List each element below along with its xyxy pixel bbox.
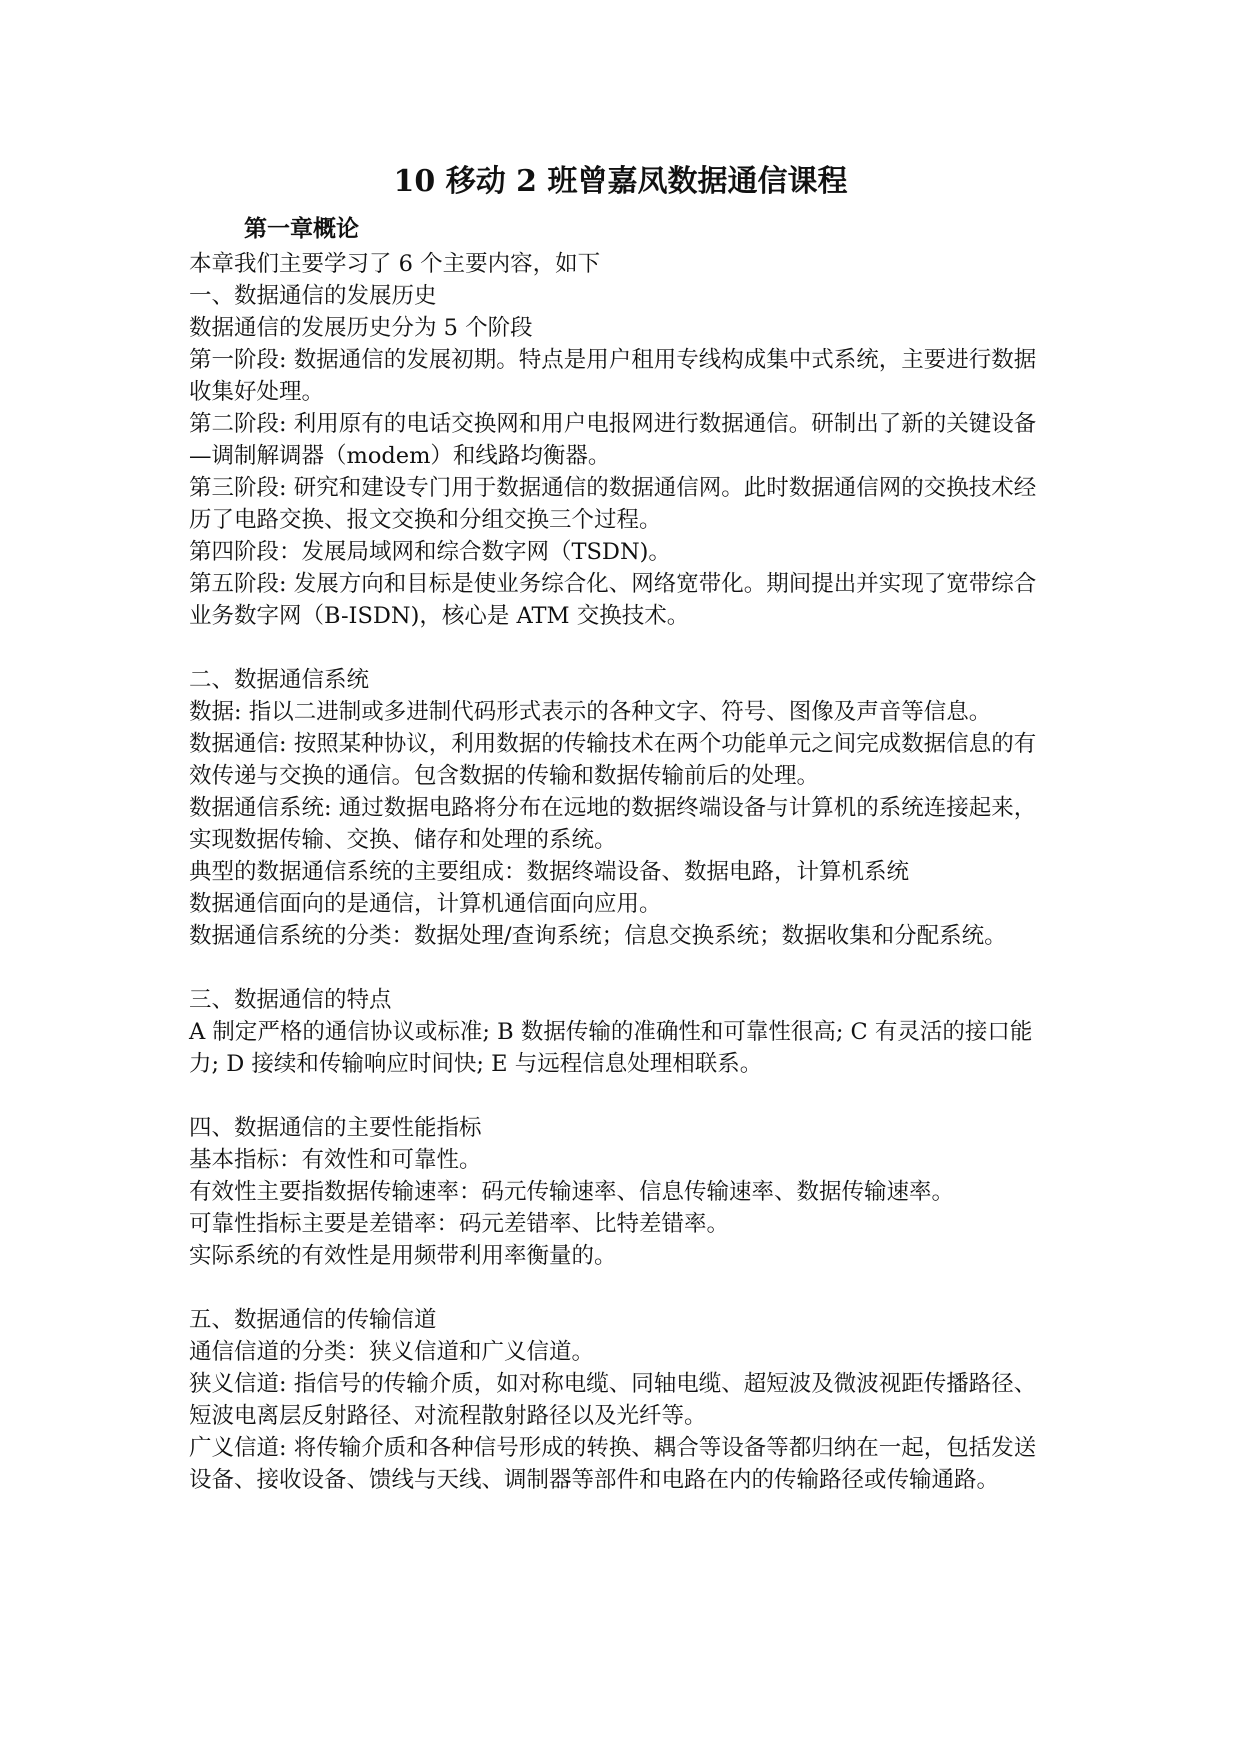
- blank-line: [189, 1080, 1051, 1112]
- paragraph: 数据通信系统的分类：数据处理/查询系统；信息交换系统；数据收集和分配系统。: [189, 923, 1007, 949]
- paragraph: 可靠性指标主要是差错率：码元差错率、比特差错率。: [189, 1211, 730, 1237]
- blank-line: [189, 632, 1051, 664]
- paragraph: 数据通信: 按照某种协议，利用数据的传输技术在两个功能单元之间完成数据信息的有效传递与交换的通信。包含数据的传输和数据传输前后的处理。: [189, 731, 1037, 789]
- paragraph: 典型的数据通信系统的主要组成：数据终端设备、数据电路，计算机系统: [189, 859, 910, 885]
- paragraph: 二、数据通信系统: [189, 667, 370, 693]
- paragraph: 第一阶段: 数据通信的发展初期。特点是用户租用专线构成集中式系统，主要进行数据收集好处理。: [189, 347, 1037, 405]
- paragraph: 数据: 指以二进制或多进制代码形式表示的各种文字、符号、图像及声音等信息。: [189, 699, 992, 725]
- paragraph: 本章我们主要学习了 6 个主要内容，如下: [189, 251, 601, 277]
- blank-line: [189, 952, 1051, 984]
- paragraph: 第二阶段: 利用原有的电话交换网和用户电报网进行数据通信。研制出了新的关键设备—调制解调器（modem）和线路均衡器。: [189, 411, 1037, 469]
- paragraph: 基本指标：有效性和可靠性。: [189, 1147, 482, 1173]
- paragraph: 狭义信道: 指信号的传输介质，如对称电缆、同轴电缆、超短波及微波视距传播路径、短波电离层反射路径、对流程散射路径以及光纤等。: [189, 1371, 1037, 1429]
- document-body: [189, 248, 1051, 1496]
- paragraph: A 制定严格的通信协议或标准; B 数据传输的准确性和可靠性很高; C 有灵活的接口能力; D 接续和传输响应时间快; E 与远程信息处理相联系。: [189, 1019, 1033, 1077]
- blank-line: [189, 1272, 1051, 1304]
- paragraph: 五、数据通信的传输信道: [189, 1307, 437, 1333]
- paragraph: 一、数据通信的发展历史: [189, 283, 437, 309]
- paragraph: 三、数据通信的特点: [189, 987, 392, 1013]
- paragraph: 四、数据通信的主要性能指标: [189, 1115, 482, 1141]
- paragraph: 第五阶段: 发展方向和目标是使业务综合化、网络宽带化。期间提出并实现了宽带综合业务数字网（B-ISDN)，核心是 ATM 交换技术。: [189, 571, 1037, 629]
- paragraph: 通信信道的分类：狭义信道和广义信道。: [189, 1339, 595, 1365]
- paragraph: 广义信道: 将传输介质和各种信号形成的转换、耦合等设备等都归纳在一起，包括发送设备、接收设备、馈线与天线、调制器等部件和电路在内的传输路径或传输通路。: [189, 1435, 1037, 1493]
- document-title: 10 移动 2 班曾嘉凤数据通信课程: [393, 164, 848, 199]
- paragraph: 有效性主要指数据传输速率：码元传输速率、信息传输速率、数据传输速率。: [189, 1179, 955, 1205]
- paragraph: 数据通信面向的是通信，计算机通信面向应用。: [189, 891, 662, 917]
- paragraph: 实际系统的有效性是用频带利用率衡量的。: [189, 1243, 617, 1269]
- paragraph: 第三阶段: 研究和建设专门用于数据通信的数据通信网。此时数据通信网的交换技术经历了电路交换、报文交换和分组交换三个过程。: [189, 475, 1037, 533]
- paragraph: 数据通信的发展历史分为 5 个阶段: [189, 315, 533, 341]
- paragraph: 第四阶段：发展局域网和综合数字网（TSDN)。: [189, 539, 671, 565]
- paragraph: 数据通信系统: 通过数据电路将分布在远地的数据终端设备与计算机的系统连接起来，实现数据传输、交换、储存和处理的系统。: [189, 795, 1037, 853]
- chapter-heading: 第一章概论: [244, 215, 359, 242]
